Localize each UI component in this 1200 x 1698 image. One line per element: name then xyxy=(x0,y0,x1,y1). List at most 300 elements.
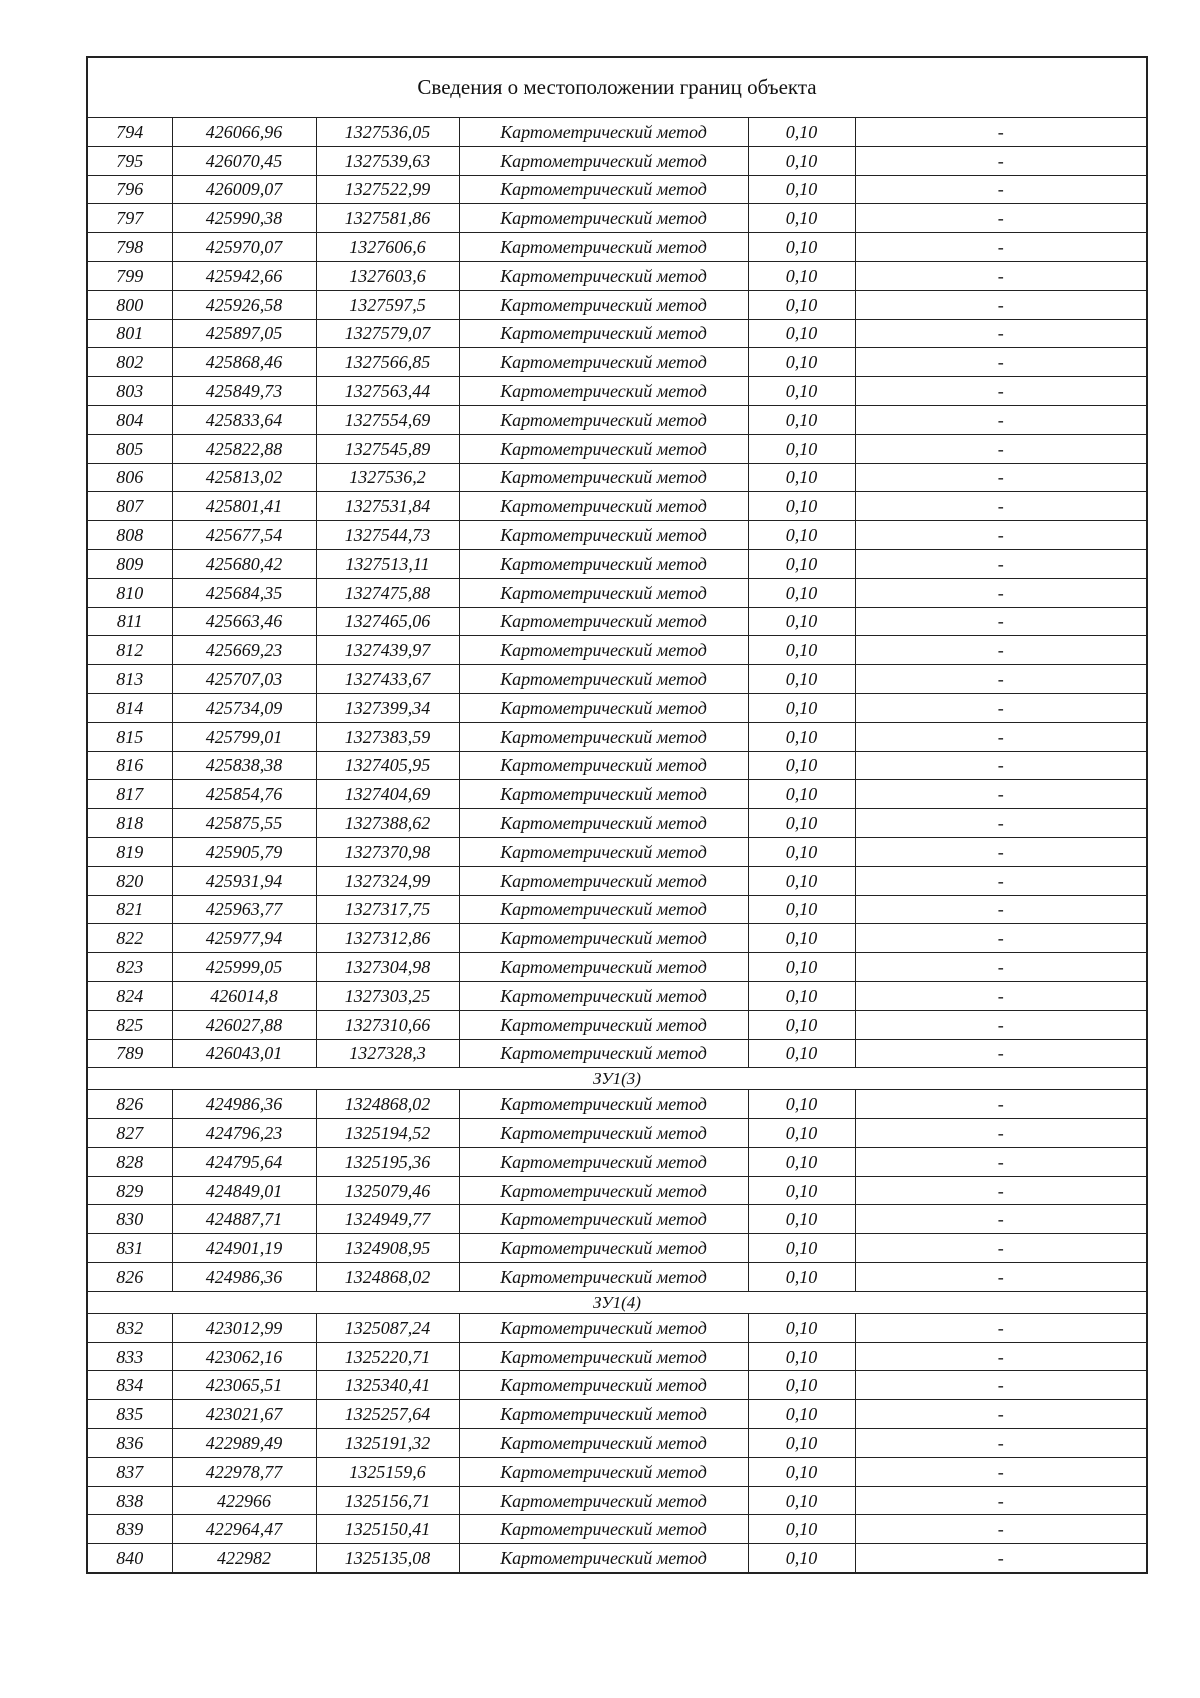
table-row xyxy=(88,895,1146,924)
accuracy-cell: 0,10 xyxy=(748,607,855,636)
y-coordinate-cell: 1325087,24 xyxy=(316,1313,459,1342)
method-cell: Картометрический метод xyxy=(459,319,748,348)
description-cell: - xyxy=(855,405,1146,434)
x-coordinate-cell: 424986,36 xyxy=(172,1090,316,1119)
method-cell: Картометрический метод xyxy=(459,1010,748,1039)
point-number-cell: 839 xyxy=(88,1515,172,1544)
description-cell: - xyxy=(855,1205,1146,1234)
table-row xyxy=(88,233,1146,262)
description-cell: - xyxy=(855,261,1146,290)
table-row xyxy=(88,866,1146,895)
x-coordinate-cell: 425833,64 xyxy=(172,405,316,434)
description-cell: - xyxy=(855,521,1146,550)
accuracy-cell: 0,10 xyxy=(748,924,855,953)
description-cell: - xyxy=(855,1176,1146,1205)
accuracy-cell: 0,10 xyxy=(748,175,855,204)
y-coordinate-cell: 1325135,08 xyxy=(316,1544,459,1572)
point-number-cell: 803 xyxy=(88,377,172,406)
method-cell: Картометрический метод xyxy=(459,492,748,521)
table-row xyxy=(88,1039,1146,1068)
y-coordinate-cell: 1327513,11 xyxy=(316,549,459,578)
accuracy-cell: 0,10 xyxy=(748,636,855,665)
x-coordinate-cell: 425822,88 xyxy=(172,434,316,463)
point-number-cell: 800 xyxy=(88,290,172,319)
accuracy-cell: 0,10 xyxy=(748,233,855,262)
y-coordinate-cell: 1327404,69 xyxy=(316,780,459,809)
accuracy-cell: 0,10 xyxy=(748,1090,855,1119)
method-cell: Картометрический метод xyxy=(459,1486,748,1515)
x-coordinate-cell: 422982 xyxy=(172,1544,316,1572)
table-row xyxy=(88,1010,1146,1039)
y-coordinate-cell: 1325195,36 xyxy=(316,1147,459,1176)
accuracy-cell: 0,10 xyxy=(748,1429,855,1458)
point-number-cell: 835 xyxy=(88,1400,172,1429)
accuracy-cell: 0,10 xyxy=(748,953,855,982)
table-row xyxy=(88,1313,1146,1342)
x-coordinate-cell: 426066,96 xyxy=(172,118,316,147)
accuracy-cell: 0,10 xyxy=(748,204,855,233)
table-row xyxy=(88,1176,1146,1205)
x-coordinate-cell: 423021,67 xyxy=(172,1400,316,1429)
table-row xyxy=(88,693,1146,722)
point-number-cell: 832 xyxy=(88,1313,172,1342)
description-cell: - xyxy=(855,233,1146,262)
description-cell: - xyxy=(855,1429,1146,1458)
accuracy-cell: 0,10 xyxy=(748,1371,855,1400)
accuracy-cell: 0,10 xyxy=(748,290,855,319)
x-coordinate-cell: 425999,05 xyxy=(172,953,316,982)
y-coordinate-cell: 1327522,99 xyxy=(316,175,459,204)
x-coordinate-cell: 425734,09 xyxy=(172,693,316,722)
point-number-cell: 789 xyxy=(88,1039,172,1068)
method-cell: Картометрический метод xyxy=(459,924,748,953)
description-cell: - xyxy=(855,837,1146,866)
accuracy-cell: 0,10 xyxy=(748,1486,855,1515)
x-coordinate-cell: 422964,47 xyxy=(172,1515,316,1544)
table-row xyxy=(88,1090,1146,1119)
point-number-cell: 806 xyxy=(88,463,172,492)
method-cell: Картометрический метод xyxy=(459,348,748,377)
accuracy-cell: 0,10 xyxy=(748,549,855,578)
table-row xyxy=(88,261,1146,290)
description-cell: - xyxy=(855,1400,1146,1429)
table-row xyxy=(88,492,1146,521)
accuracy-cell: 0,10 xyxy=(748,693,855,722)
accuracy-cell: 0,10 xyxy=(748,722,855,751)
y-coordinate-cell: 1327433,67 xyxy=(316,665,459,694)
description-cell: - xyxy=(855,146,1146,175)
y-coordinate-cell: 1325194,52 xyxy=(316,1119,459,1148)
description-cell: - xyxy=(855,1147,1146,1176)
y-coordinate-cell: 1324908,95 xyxy=(316,1234,459,1263)
description-cell: - xyxy=(855,1342,1146,1371)
table-row xyxy=(88,1119,1146,1148)
description-cell: - xyxy=(855,175,1146,204)
x-coordinate-cell: 422989,49 xyxy=(172,1429,316,1458)
accuracy-cell: 0,10 xyxy=(748,780,855,809)
description-cell: - xyxy=(855,1457,1146,1486)
point-number-cell: 826 xyxy=(88,1090,172,1119)
table-row xyxy=(88,924,1146,953)
section-label: ЗУ1(3) xyxy=(88,1068,1146,1090)
y-coordinate-cell: 1325220,71 xyxy=(316,1342,459,1371)
point-number-cell: 813 xyxy=(88,665,172,694)
point-number-cell: 795 xyxy=(88,146,172,175)
y-coordinate-cell: 1327536,05 xyxy=(316,118,459,147)
accuracy-cell: 0,10 xyxy=(748,1457,855,1486)
table-row xyxy=(88,405,1146,434)
x-coordinate-cell: 425663,46 xyxy=(172,607,316,636)
table-row xyxy=(88,1457,1146,1486)
point-number-cell: 833 xyxy=(88,1342,172,1371)
accuracy-cell: 0,10 xyxy=(748,405,855,434)
point-number-cell: 808 xyxy=(88,521,172,550)
method-cell: Картометрический метод xyxy=(459,578,748,607)
table-row xyxy=(88,463,1146,492)
x-coordinate-cell: 422978,77 xyxy=(172,1457,316,1486)
description-cell: - xyxy=(855,665,1146,694)
table-row xyxy=(88,521,1146,550)
method-cell: Картометрический метод xyxy=(459,895,748,924)
method-cell: Картометрический метод xyxy=(459,1176,748,1205)
accuracy-cell: 0,10 xyxy=(748,751,855,780)
point-number-cell: 798 xyxy=(88,233,172,262)
x-coordinate-cell: 425813,02 xyxy=(172,463,316,492)
description-cell: - xyxy=(855,204,1146,233)
table-row xyxy=(88,1342,1146,1371)
point-number-cell: 810 xyxy=(88,578,172,607)
y-coordinate-cell: 1327603,6 xyxy=(316,261,459,290)
table-body xyxy=(88,118,1146,1573)
point-number-cell: 812 xyxy=(88,636,172,665)
y-coordinate-cell: 1325156,71 xyxy=(316,1486,459,1515)
y-coordinate-cell: 1325257,64 xyxy=(316,1400,459,1429)
x-coordinate-cell: 425942,66 xyxy=(172,261,316,290)
x-coordinate-cell: 423062,16 xyxy=(172,1342,316,1371)
table-row xyxy=(88,722,1146,751)
y-coordinate-cell: 1327475,88 xyxy=(316,578,459,607)
y-coordinate-cell: 1327383,59 xyxy=(316,722,459,751)
accuracy-cell: 0,10 xyxy=(748,1147,855,1176)
boundary-table-sheet xyxy=(86,56,1148,1574)
point-number-cell: 834 xyxy=(88,1371,172,1400)
x-coordinate-cell: 425931,94 xyxy=(172,866,316,895)
point-number-cell: 829 xyxy=(88,1176,172,1205)
table-row xyxy=(88,1263,1146,1292)
x-coordinate-cell: 425875,55 xyxy=(172,809,316,838)
x-coordinate-cell: 424796,23 xyxy=(172,1119,316,1148)
point-number-cell: 811 xyxy=(88,607,172,636)
accuracy-cell: 0,10 xyxy=(748,146,855,175)
method-cell: Картометрический метод xyxy=(459,1342,748,1371)
x-coordinate-cell: 425977,94 xyxy=(172,924,316,953)
table-title: Сведения о местоположении границ объекта xyxy=(88,58,1146,118)
table-row xyxy=(88,636,1146,665)
description-cell: - xyxy=(855,434,1146,463)
accuracy-cell: 0,10 xyxy=(748,866,855,895)
table-row xyxy=(88,1371,1146,1400)
point-number-cell: 838 xyxy=(88,1486,172,1515)
accuracy-cell: 0,10 xyxy=(748,665,855,694)
method-cell: Картометрический метод xyxy=(459,1147,748,1176)
x-coordinate-cell: 425669,23 xyxy=(172,636,316,665)
accuracy-cell: 0,10 xyxy=(748,1400,855,1429)
method-cell: Картометрический метод xyxy=(459,521,748,550)
table-row xyxy=(88,146,1146,175)
y-coordinate-cell: 1327439,97 xyxy=(316,636,459,665)
description-cell: - xyxy=(855,1010,1146,1039)
y-coordinate-cell: 1327566,85 xyxy=(316,348,459,377)
method-cell: Картометрический метод xyxy=(459,1263,748,1292)
y-coordinate-cell: 1327304,98 xyxy=(316,953,459,982)
y-coordinate-cell: 1327545,89 xyxy=(316,434,459,463)
description-cell: - xyxy=(855,348,1146,377)
description-cell: - xyxy=(855,377,1146,406)
table-row xyxy=(88,837,1146,866)
description-cell: - xyxy=(855,319,1146,348)
y-coordinate-cell: 1327405,95 xyxy=(316,751,459,780)
point-number-cell: 805 xyxy=(88,434,172,463)
point-number-cell: 822 xyxy=(88,924,172,953)
point-number-cell: 796 xyxy=(88,175,172,204)
method-cell: Картометрический метод xyxy=(459,463,748,492)
x-coordinate-cell: 425677,54 xyxy=(172,521,316,550)
description-cell: - xyxy=(855,866,1146,895)
y-coordinate-cell: 1327303,25 xyxy=(316,981,459,1010)
description-cell: - xyxy=(855,924,1146,953)
accuracy-cell: 0,10 xyxy=(748,809,855,838)
table-row xyxy=(88,204,1146,233)
method-cell: Картометрический метод xyxy=(459,780,748,809)
table-row xyxy=(88,1429,1146,1458)
x-coordinate-cell: 424849,01 xyxy=(172,1176,316,1205)
accuracy-cell: 0,10 xyxy=(748,492,855,521)
point-number-cell: 807 xyxy=(88,492,172,521)
point-number-cell: 794 xyxy=(88,118,172,147)
x-coordinate-cell: 425990,38 xyxy=(172,204,316,233)
y-coordinate-cell: 1327324,99 xyxy=(316,866,459,895)
y-coordinate-cell: 1327554,69 xyxy=(316,405,459,434)
table-row xyxy=(88,953,1146,982)
method-cell: Картометрический метод xyxy=(459,1090,748,1119)
method-cell: Картометрический метод xyxy=(459,118,748,147)
section-row xyxy=(88,1291,1146,1313)
y-coordinate-cell: 1327328,3 xyxy=(316,1039,459,1068)
x-coordinate-cell: 425680,42 xyxy=(172,549,316,578)
description-cell: - xyxy=(855,578,1146,607)
method-cell: Картометрический метод xyxy=(459,175,748,204)
table-row xyxy=(88,809,1146,838)
table-row xyxy=(88,1205,1146,1234)
y-coordinate-cell: 1324868,02 xyxy=(316,1263,459,1292)
method-cell: Картометрический метод xyxy=(459,549,748,578)
accuracy-cell: 0,10 xyxy=(748,261,855,290)
table-row xyxy=(88,377,1146,406)
method-cell: Картометрический метод xyxy=(459,1039,748,1068)
point-number-cell: 815 xyxy=(88,722,172,751)
method-cell: Картометрический метод xyxy=(459,377,748,406)
table-row xyxy=(88,1234,1146,1263)
method-cell: Картометрический метод xyxy=(459,837,748,866)
table-row xyxy=(88,290,1146,319)
accuracy-cell: 0,10 xyxy=(748,981,855,1010)
accuracy-cell: 0,10 xyxy=(748,895,855,924)
x-coordinate-cell: 424986,36 xyxy=(172,1263,316,1292)
y-coordinate-cell: 1327563,44 xyxy=(316,377,459,406)
point-number-cell: 816 xyxy=(88,751,172,780)
accuracy-cell: 0,10 xyxy=(748,1515,855,1544)
description-cell: - xyxy=(855,1234,1146,1263)
y-coordinate-cell: 1327399,34 xyxy=(316,693,459,722)
point-number-cell: 821 xyxy=(88,895,172,924)
method-cell: Картометрический метод xyxy=(459,751,748,780)
accuracy-cell: 0,10 xyxy=(748,1313,855,1342)
description-cell: - xyxy=(855,1039,1146,1068)
accuracy-cell: 0,10 xyxy=(748,837,855,866)
x-coordinate-cell: 425707,03 xyxy=(172,665,316,694)
accuracy-cell: 0,10 xyxy=(748,1205,855,1234)
y-coordinate-cell: 1327310,66 xyxy=(316,1010,459,1039)
description-cell: - xyxy=(855,981,1146,1010)
y-coordinate-cell: 1325340,41 xyxy=(316,1371,459,1400)
description-cell: - xyxy=(855,1119,1146,1148)
point-number-cell: 804 xyxy=(88,405,172,434)
x-coordinate-cell: 426070,45 xyxy=(172,146,316,175)
description-cell: - xyxy=(855,1313,1146,1342)
description-cell: - xyxy=(855,1263,1146,1292)
x-coordinate-cell: 426027,88 xyxy=(172,1010,316,1039)
description-cell: - xyxy=(855,463,1146,492)
method-cell: Картометрический метод xyxy=(459,953,748,982)
x-coordinate-cell: 425963,77 xyxy=(172,895,316,924)
method-cell: Картометрический метод xyxy=(459,1544,748,1572)
y-coordinate-cell: 1325159,6 xyxy=(316,1457,459,1486)
method-cell: Картометрический метод xyxy=(459,866,748,895)
x-coordinate-cell: 425849,73 xyxy=(172,377,316,406)
description-cell: - xyxy=(855,1486,1146,1515)
table-row xyxy=(88,1515,1146,1544)
point-number-cell: 814 xyxy=(88,693,172,722)
description-cell: - xyxy=(855,1515,1146,1544)
y-coordinate-cell: 1325079,46 xyxy=(316,1176,459,1205)
point-number-cell: 831 xyxy=(88,1234,172,1263)
accuracy-cell: 0,10 xyxy=(748,521,855,550)
x-coordinate-cell: 426009,07 xyxy=(172,175,316,204)
x-coordinate-cell: 425838,38 xyxy=(172,751,316,780)
accuracy-cell: 0,10 xyxy=(748,1544,855,1572)
method-cell: Картометрический метод xyxy=(459,665,748,694)
method-cell: Картометрический метод xyxy=(459,1457,748,1486)
y-coordinate-cell: 1325150,41 xyxy=(316,1515,459,1544)
description-cell: - xyxy=(855,895,1146,924)
point-number-cell: 836 xyxy=(88,1429,172,1458)
x-coordinate-cell: 425684,35 xyxy=(172,578,316,607)
method-cell: Картометрический метод xyxy=(459,261,748,290)
y-coordinate-cell: 1327317,75 xyxy=(316,895,459,924)
table-row xyxy=(88,751,1146,780)
y-coordinate-cell: 1327579,07 xyxy=(316,319,459,348)
x-coordinate-cell: 424887,71 xyxy=(172,1205,316,1234)
description-cell: - xyxy=(855,636,1146,665)
table-row xyxy=(88,175,1146,204)
x-coordinate-cell: 425905,79 xyxy=(172,837,316,866)
x-coordinate-cell: 425868,46 xyxy=(172,348,316,377)
point-number-cell: 825 xyxy=(88,1010,172,1039)
method-cell: Картометрический метод xyxy=(459,1400,748,1429)
x-coordinate-cell: 425854,76 xyxy=(172,780,316,809)
point-number-cell: 801 xyxy=(88,319,172,348)
accuracy-cell: 0,10 xyxy=(748,319,855,348)
point-number-cell: 827 xyxy=(88,1119,172,1148)
section-row xyxy=(88,1068,1146,1090)
x-coordinate-cell: 425801,41 xyxy=(172,492,316,521)
accuracy-cell: 0,10 xyxy=(748,1010,855,1039)
section-label: ЗУ1(4) xyxy=(88,1291,1146,1313)
accuracy-cell: 0,10 xyxy=(748,463,855,492)
description-cell: - xyxy=(855,118,1146,147)
y-coordinate-cell: 1327606,6 xyxy=(316,233,459,262)
accuracy-cell: 0,10 xyxy=(748,1263,855,1292)
point-number-cell: 824 xyxy=(88,981,172,1010)
y-coordinate-cell: 1325191,32 xyxy=(316,1429,459,1458)
method-cell: Картометрический метод xyxy=(459,1119,748,1148)
y-coordinate-cell: 1327312,86 xyxy=(316,924,459,953)
description-cell: - xyxy=(855,722,1146,751)
method-cell: Картометрический метод xyxy=(459,809,748,838)
description-cell: - xyxy=(855,549,1146,578)
point-number-cell: 818 xyxy=(88,809,172,838)
y-coordinate-cell: 1324868,02 xyxy=(316,1090,459,1119)
method-cell: Картометрический метод xyxy=(459,233,748,262)
description-cell: - xyxy=(855,1090,1146,1119)
y-coordinate-cell: 1327531,84 xyxy=(316,492,459,521)
accuracy-cell: 0,10 xyxy=(748,578,855,607)
table-row xyxy=(88,549,1146,578)
x-coordinate-cell: 423012,99 xyxy=(172,1313,316,1342)
accuracy-cell: 0,10 xyxy=(748,1176,855,1205)
method-cell: Картометрический метод xyxy=(459,204,748,233)
x-coordinate-cell: 422966 xyxy=(172,1486,316,1515)
method-cell: Картометрический метод xyxy=(459,1205,748,1234)
x-coordinate-cell: 424901,19 xyxy=(172,1234,316,1263)
description-cell: - xyxy=(855,693,1146,722)
method-cell: Картометрический метод xyxy=(459,1234,748,1263)
table-row xyxy=(88,348,1146,377)
table-row xyxy=(88,1486,1146,1515)
x-coordinate-cell: 423065,51 xyxy=(172,1371,316,1400)
description-cell: - xyxy=(855,1544,1146,1572)
table-row xyxy=(88,578,1146,607)
point-number-cell: 837 xyxy=(88,1457,172,1486)
method-cell: Картометрический метод xyxy=(459,405,748,434)
accuracy-cell: 0,10 xyxy=(748,1039,855,1068)
y-coordinate-cell: 1327465,06 xyxy=(316,607,459,636)
table-row xyxy=(88,118,1146,147)
y-coordinate-cell: 1327539,63 xyxy=(316,146,459,175)
accuracy-cell: 0,10 xyxy=(748,377,855,406)
table-row xyxy=(88,780,1146,809)
table-row xyxy=(88,665,1146,694)
x-coordinate-cell: 425897,05 xyxy=(172,319,316,348)
point-number-cell: 817 xyxy=(88,780,172,809)
description-cell: - xyxy=(855,809,1146,838)
table-row xyxy=(88,1544,1146,1572)
point-number-cell: 840 xyxy=(88,1544,172,1572)
accuracy-cell: 0,10 xyxy=(748,1119,855,1148)
method-cell: Картометрический метод xyxy=(459,636,748,665)
boundary-coordinates-table xyxy=(88,58,1146,1572)
point-number-cell: 826 xyxy=(88,1263,172,1292)
